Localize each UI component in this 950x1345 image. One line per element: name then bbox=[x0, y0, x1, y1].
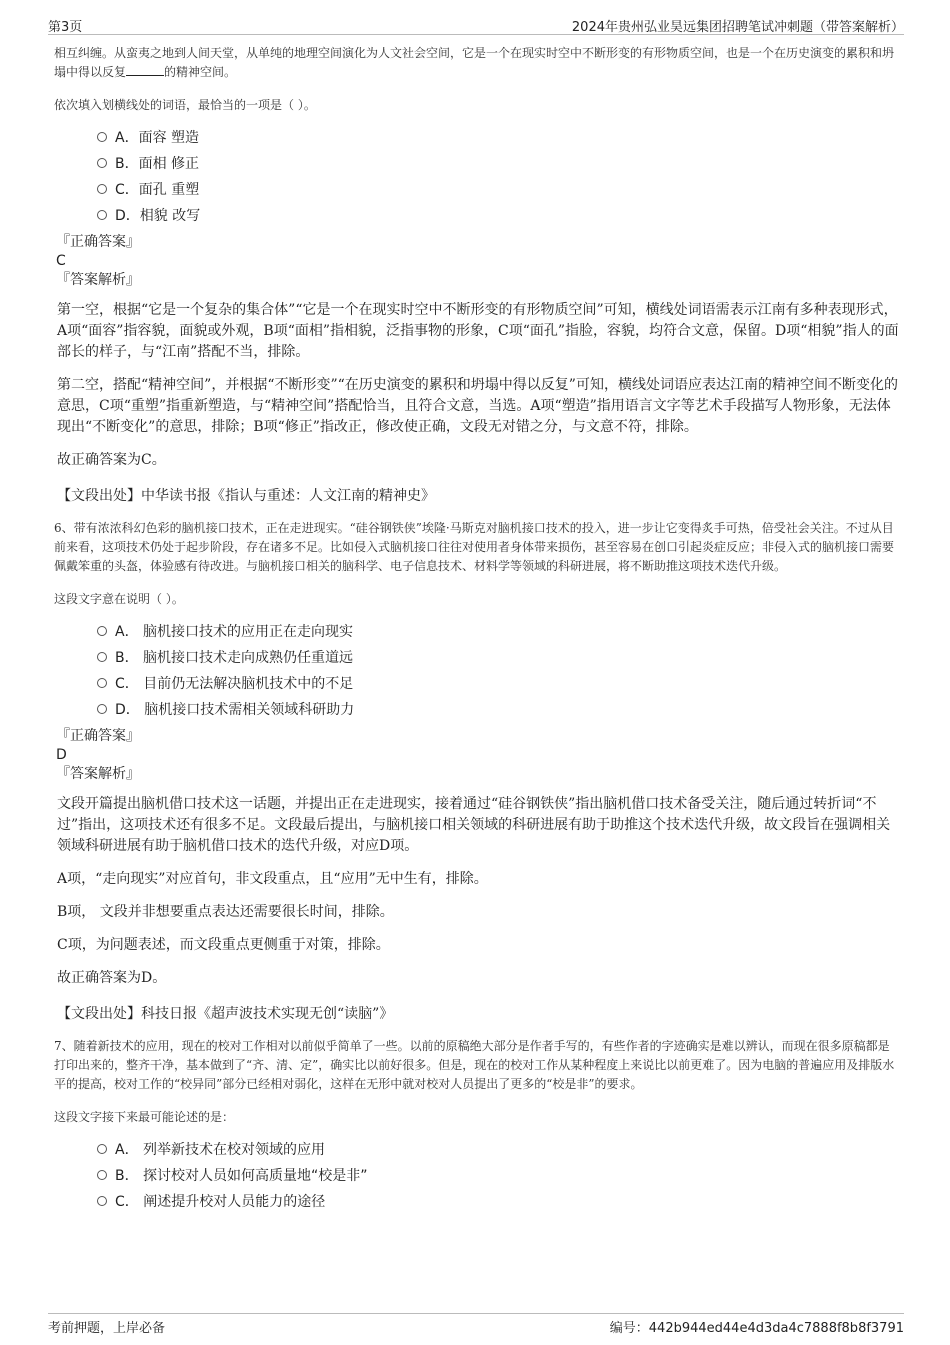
q6-answer-label: 『正确答案』 bbox=[56, 728, 140, 744]
q6-analysis-4: C项，为问题表述，而文段重点更侧重于对策，排除。 bbox=[57, 937, 390, 953]
radio-icon[interactable] bbox=[97, 132, 107, 142]
q6-options bbox=[54, 621, 900, 725]
radio-icon[interactable] bbox=[97, 1144, 107, 1154]
q6-answer: D bbox=[56, 747, 67, 763]
q5-source: 【文段出处】中华读书报《指认与重述：人文江南的精神史》 bbox=[57, 488, 435, 504]
q5-question: 依次填入划横线处的词语，最恰当的一项是（ ）。 bbox=[54, 98, 316, 112]
document-code: 编号：442b944ed44e4d3da4c7888f8b8f3791 bbox=[609, 1321, 904, 1336]
radio-icon[interactable] bbox=[97, 652, 107, 662]
q6-passage: 6、带有浓浓科幻色彩的脑机接口技术，正在走进现实。“硅谷钢铁侠”埃隆·马斯克对脑机接口技术的投入，进一步让它变得炙手可热，倍受社会关注。不过从目前来看，这项技术仍处于起步阶段，存在诸多不足。比如侵入式脑机接口往往对使用者身体带来损伤，甚至容易在创口引起炎症反应；非侵入式的脑机接口需要佩戴笨重的头盔，体验感有待改进。与脑机接口相关的脑科学、电子信息技术、材料学等领域的科研进展，将不断助推这项技术迭代升级。 bbox=[54, 521, 895, 573]
q6-source: 【文段出处】科技日报《超声波技术实现无创“读脑”》 bbox=[57, 1006, 394, 1022]
q5-answer-label: 『正确答案』 bbox=[56, 234, 140, 250]
q7-options bbox=[54, 1139, 900, 1217]
footer-slogan: 考前押题，上岸必备 bbox=[48, 1321, 166, 1336]
q7-option-c[interactable]: C． 阐述提升校对人员能力的途径 bbox=[97, 1191, 900, 1217]
q5-option-a[interactable]: A．面容 塑造 bbox=[97, 127, 900, 153]
q6-analysis-1: 文段开篇提出脑机借口技术这一话题，并提出正在走进现实，接着通过“硅谷钢铁侠”指出脑机借口技术备受关注，随后通过转折词“不过”指出，这项技术还有很多不足。文段最后提出，与脑机接口相关领域的科研进展有助于助推这个技术迭代升级，故文段旨在强调相关领域科研进展有助于脑机借口技术的迭代升级，对应D项。 bbox=[57, 796, 891, 854]
radio-icon[interactable] bbox=[97, 704, 107, 714]
q5-analysis-2: 第二空，搭配“精神空间”，并根据“不断形变”“在历史演变的累积和坍塌中得以反复”可知，横线处词语应表达江南的精神空间不断变化的意思，C项“重塑”指重新塑造，与“精神空间”搭配恰当，且符合文意，当选。A项“塑造”指用语言文字等艺术手段描写人物形象，无法体现出“不断变化”的意思，排除；B项“修正”指改正，修改使正确，文段无对错之分，与文意不符，排除。 bbox=[57, 377, 898, 435]
radio-icon[interactable] bbox=[97, 1196, 107, 1206]
q6-option-a[interactable]: A． 脑机接口技术的应用正在走向现实 bbox=[97, 621, 900, 647]
q6-analysis-3: B项， 文段并非想要重点表达还需要很长时间，排除。 bbox=[57, 904, 394, 920]
radio-icon[interactable] bbox=[97, 626, 107, 636]
page-content bbox=[54, 44, 900, 1217]
q6-option-c[interactable]: C． 目前仍无法解决脑机技术中的不足 bbox=[97, 673, 900, 699]
q5-analysis-1: 第一空，根据“它是一个复杂的集合体”“它是一个在现实时空中不断形变的有形物质空间”可知，横线处词语需表示江南有多种表现形式，A项“面容”指容貌，面貌或外观，B项“面相”指相貌，泛指事物的形象，C项“面孔”指脸，容貌，均符合文意，保留。D项“相貌”指人的面部长的样子，与“江南”搭配不当，排除。 bbox=[57, 302, 899, 360]
page-footer bbox=[48, 1313, 904, 1336]
q6-option-d[interactable]: D． 脑机接口技术需相关领域科研助力 bbox=[97, 699, 900, 725]
q6-option-b[interactable]: B． 脑机接口技术走向成熟仍任重道远 bbox=[97, 647, 900, 673]
q5-answer: C bbox=[56, 253, 66, 269]
q5-option-d[interactable]: D．相貌 改写 bbox=[97, 205, 900, 231]
radio-icon[interactable] bbox=[97, 210, 107, 220]
q7-option-a[interactable]: A． 列举新技术在校对领域的应用 bbox=[97, 1139, 900, 1165]
q5-options bbox=[54, 127, 900, 231]
q5-option-b[interactable]: B．面相 修正 bbox=[97, 153, 900, 179]
q7-option-b[interactable]: B． 探讨校对人员如何高质量地“校是非” bbox=[97, 1165, 900, 1191]
q6-analysis-2: A项，“走向现实”对应首句，非文段重点，且“应用”无中生有，排除。 bbox=[57, 871, 488, 887]
page-number: 第3页 bbox=[48, 20, 83, 35]
question-7 bbox=[54, 1037, 900, 1217]
q5-conclusion: 故正确答案为C。 bbox=[57, 452, 166, 468]
radio-icon[interactable] bbox=[97, 678, 107, 688]
q6-analysis-label: 『答案解析』 bbox=[56, 766, 140, 782]
radio-icon[interactable] bbox=[97, 158, 107, 168]
question-6 bbox=[54, 519, 900, 1023]
radio-icon[interactable] bbox=[97, 1170, 107, 1180]
q5-analysis-label: 『答案解析』 bbox=[56, 272, 140, 288]
radio-icon[interactable] bbox=[97, 184, 107, 194]
page-header bbox=[48, 14, 904, 35]
question-5 bbox=[54, 44, 900, 505]
document-title: 2024年贵州弘业昊远集团招聘笔试冲刺题（带答案解析） bbox=[571, 20, 904, 35]
q6-question: 这段文字意在说明（ ）。 bbox=[54, 592, 184, 606]
q5-passage: 相互纠缠。从蛮夷之地到人间天堂，从单纯的地理空间演化为人文社会空间，它是一个在现实时空中不断形变的有形物质空间，也是一个在历史演变的累积和坍塌中得以反复 的精神空间。 bbox=[54, 46, 895, 79]
q6-conclusion: 故正确答案为D。 bbox=[57, 970, 167, 986]
q7-passage: 7、随着新技术的应用，现在的校对工作相对以前似乎简单了一些。以前的原稿绝大部分是作者手写的，有些作者的字迹确实是难以辨认，而现在很多原稿都是打印出来的，整齐干净，基本做到了“齐、清、定”，确实比以前好很多。但是，现在的校对工作从某种程度上来说比以前更难了。因为电脑的普遍应用及排版水平的提高，校对工作的“校异同”部分已经相对弱化，这样在无形中就对校对人员提出了更多的“校是非”的要求。 bbox=[54, 1039, 895, 1091]
answer-blank bbox=[126, 63, 164, 76]
q5-option-c[interactable]: C．面孔 重塑 bbox=[97, 179, 900, 205]
q7-question: 这段文字接下来最可能论述的是： bbox=[54, 1110, 235, 1124]
